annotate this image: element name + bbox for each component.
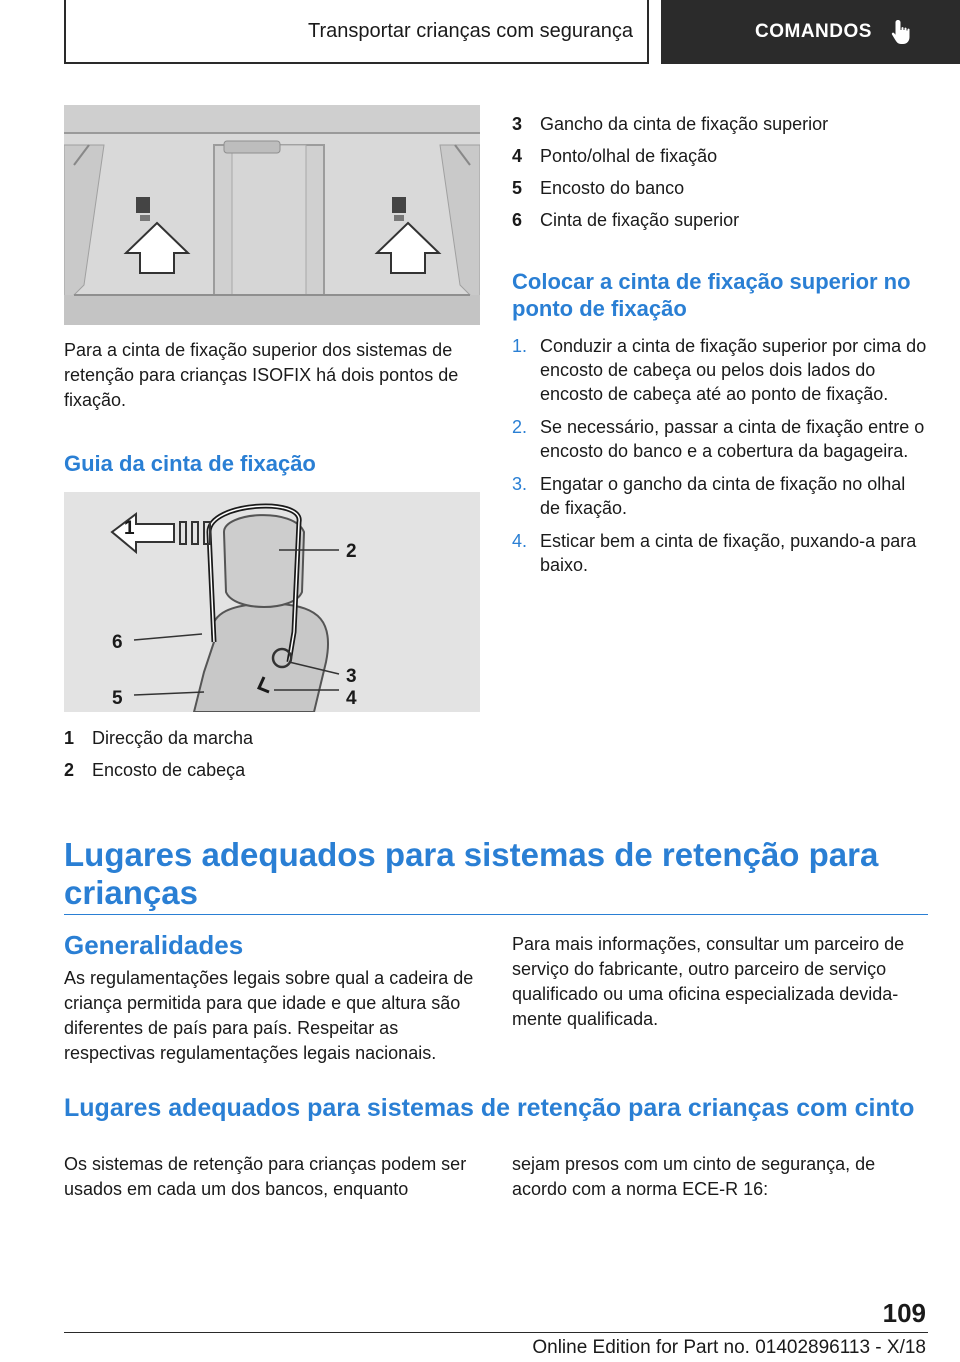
step-item: 2. Se necessário, passar a cinta de fixação entre o encosto do banco e a cobertura da bagageira. (512, 417, 925, 461)
trunk-illustration (64, 105, 480, 325)
heading-general: Generalidades (64, 930, 244, 960)
heading-strap-guide: Guia da cinta de fixação (64, 451, 316, 476)
general-right-text: Para mais informações, consultar um parceiro de serviço do fabricante, outro parceiro de serviço qualificado ou uma oficina especializada devidamente qualificada. (512, 934, 905, 1029)
step-item: 1. Conduzir a cinta de fixação superior por cima do encosto de cabeça ou pelos dois lados do encosto de cabeça até ao ponto de fixação. (512, 336, 927, 404)
legend-item: 3 Gancho da cinta de fixação superior (512, 114, 829, 134)
section-title: Lugares adequados para sistemas de retenção para crianças (64, 836, 879, 911)
heading-attach-strap: Colocar a cinta de fixação superior no ponto de fixação (512, 269, 911, 321)
figure-strap-guide (64, 492, 480, 712)
header-section-title: Transportar crianças com segurança (308, 19, 633, 42)
legend-item: 5 Encosto do banco (512, 178, 685, 198)
belt-right-text: sejam presos com um cinto de segurança, de acordo com a norma ECE-R 16: (512, 1154, 876, 1199)
step-item: 3. Engatar o gancho da cinta de fixação no olhal de fixação. (512, 474, 906, 518)
headrest-illustration (64, 492, 480, 712)
figure-label-2: 2 (346, 541, 357, 562)
pointing-hand-icon (890, 18, 916, 46)
intro-text: Para a cinta de fixação superior dos sistemas de retenção para crianças ISOFIX há dois pontos de fixação. (64, 340, 459, 410)
step-item: 4. Esticar bem a cinta de fixação, puxando-a para baixo. (512, 531, 917, 575)
figure-trunk-anchors (64, 105, 480, 325)
section-rule (64, 914, 928, 915)
legend-item: 1 Direcção da marcha (64, 728, 254, 748)
heading-belt-seats: Lugares adequados para sistemas de retenção para crianças com cinto (64, 1094, 915, 1122)
page-number: 109 (882, 1298, 926, 1328)
footer-edition: Online Edition for Part no. 01402896113 - X/18 (532, 1337, 926, 1358)
general-left-text: As regulamentações legais sobre qual a cadeira de criança permitida para que idade e que altura são diferentes de país para país. Respeitar as respectivas regulamentações legais nacionais. (64, 968, 474, 1063)
legend-item: 2 Encosto de cabeça (64, 760, 246, 780)
header-chapter-title: COMANDOS (755, 21, 872, 42)
figure-label-3: 3 (346, 666, 357, 687)
figure-label-6: 6 (112, 632, 123, 653)
legend-left (64, 726, 480, 790)
header-chapter-box (661, 0, 960, 64)
footer-rule (64, 1332, 928, 1333)
figure-label-4: 4 (346, 688, 357, 709)
legend-item: 6 Cinta de fixação superior (512, 210, 740, 230)
legend-item: 4 Ponto/olhal de fixação (512, 146, 718, 166)
steps-list (512, 334, 928, 586)
figure-label-1: 1 (124, 518, 135, 539)
legend-right (512, 112, 928, 240)
belt-left-text: Os sistemas de retenção para crianças podem ser usados em cada um dos bancos, enquanto (64, 1154, 467, 1199)
header-section-box (64, 0, 649, 64)
figure-label-5: 5 (112, 688, 123, 709)
